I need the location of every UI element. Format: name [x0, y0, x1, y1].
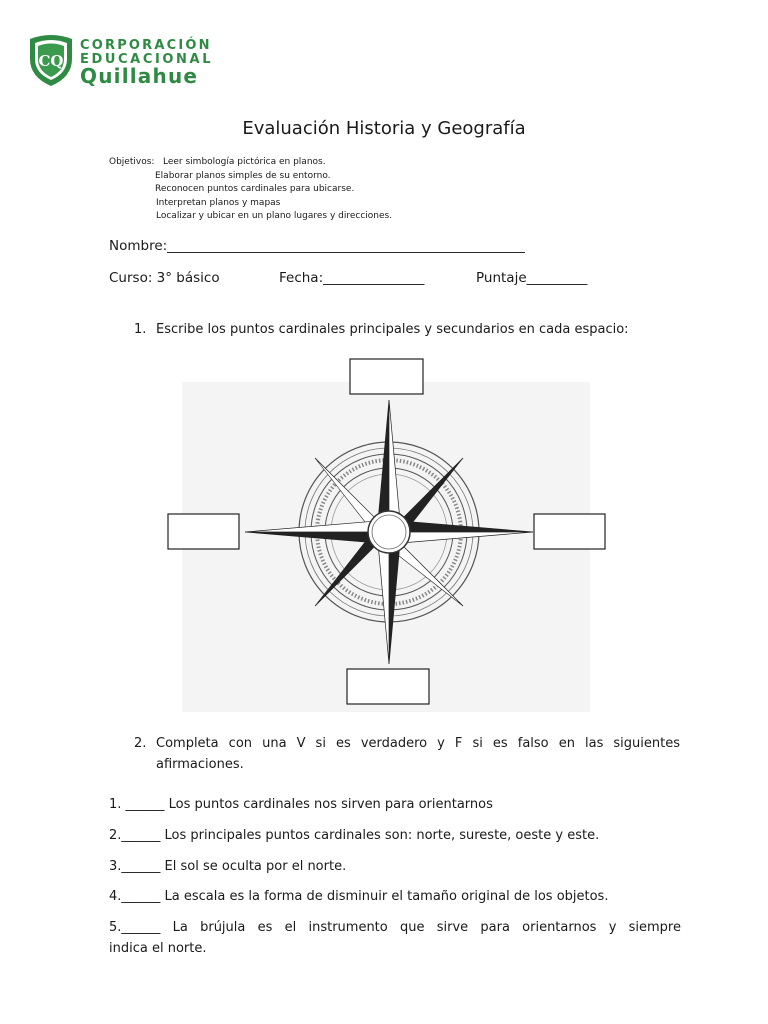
compass-rose: [110, 352, 630, 717]
question-2-number: 2.: [134, 736, 147, 751]
objective-item: Reconocen puntos cardinales para ubicarse.: [155, 184, 355, 194]
logo-line-1: CORPORACIÓN: [80, 38, 212, 53]
objective-item: Interpretan planos y mapas: [156, 198, 281, 208]
school-logo: [26, 33, 246, 89]
score-field[interactable]: Puntaje_________: [476, 270, 588, 286]
statement-4[interactable]: 4.______ La escala es la forma de disminuir el tamaño original de los objetos.: [109, 889, 609, 904]
page-title: Evaluación Historia y Geografía: [242, 118, 526, 139]
logo-monogram: CQ: [38, 52, 64, 70]
statement-3[interactable]: 3.______ El sol se oculta por el norte.: [109, 859, 347, 874]
objectives-label: Objetivos:: [109, 157, 155, 167]
question-1-text: Escribe los puntos cardinales principales y secundarios en cada espacio:: [156, 322, 629, 337]
statement-5-cont: indica el norte.: [109, 941, 207, 956]
answer-box-west[interactable]: [168, 514, 239, 549]
objective-item: Elaborar planos simples de su entorno.: [155, 171, 331, 181]
logo-line-2: EDUCACIONAL: [80, 52, 214, 67]
answer-box-east[interactable]: [534, 514, 605, 549]
course-label: Curso: 3° básico: [109, 270, 220, 286]
name-field[interactable]: Nombre:_____________________________________________________: [109, 238, 525, 254]
logo-line-3: Quillahue: [80, 64, 199, 88]
statement-5[interactable]: 5.______ La brújula es el instrumento que sirve para orientarnos y siempre: [109, 920, 681, 935]
question-2-text-cont: afirmaciones.: [156, 757, 244, 772]
statement-1[interactable]: 1. ______ Los puntos cardinales nos sirven para orientarnos: [109, 797, 493, 812]
question-2-text: Completa con una V si es verdadero y F si es falso en las siguientes: [156, 736, 680, 751]
answer-box-south[interactable]: [347, 669, 429, 704]
answer-box-north[interactable]: [350, 359, 423, 394]
question-1-number: 1.: [134, 322, 147, 337]
shield-icon: [26, 33, 76, 87]
statement-2[interactable]: 2.______ Los principales puntos cardinales son: norte, sureste, oeste y este.: [109, 828, 600, 843]
objective-item: Leer simbología pictórica en planos.: [163, 157, 326, 167]
objective-item: Localizar y ubicar en un plano lugares y direcciones.: [156, 211, 393, 221]
date-field[interactable]: Fecha:_______________: [279, 270, 425, 286]
